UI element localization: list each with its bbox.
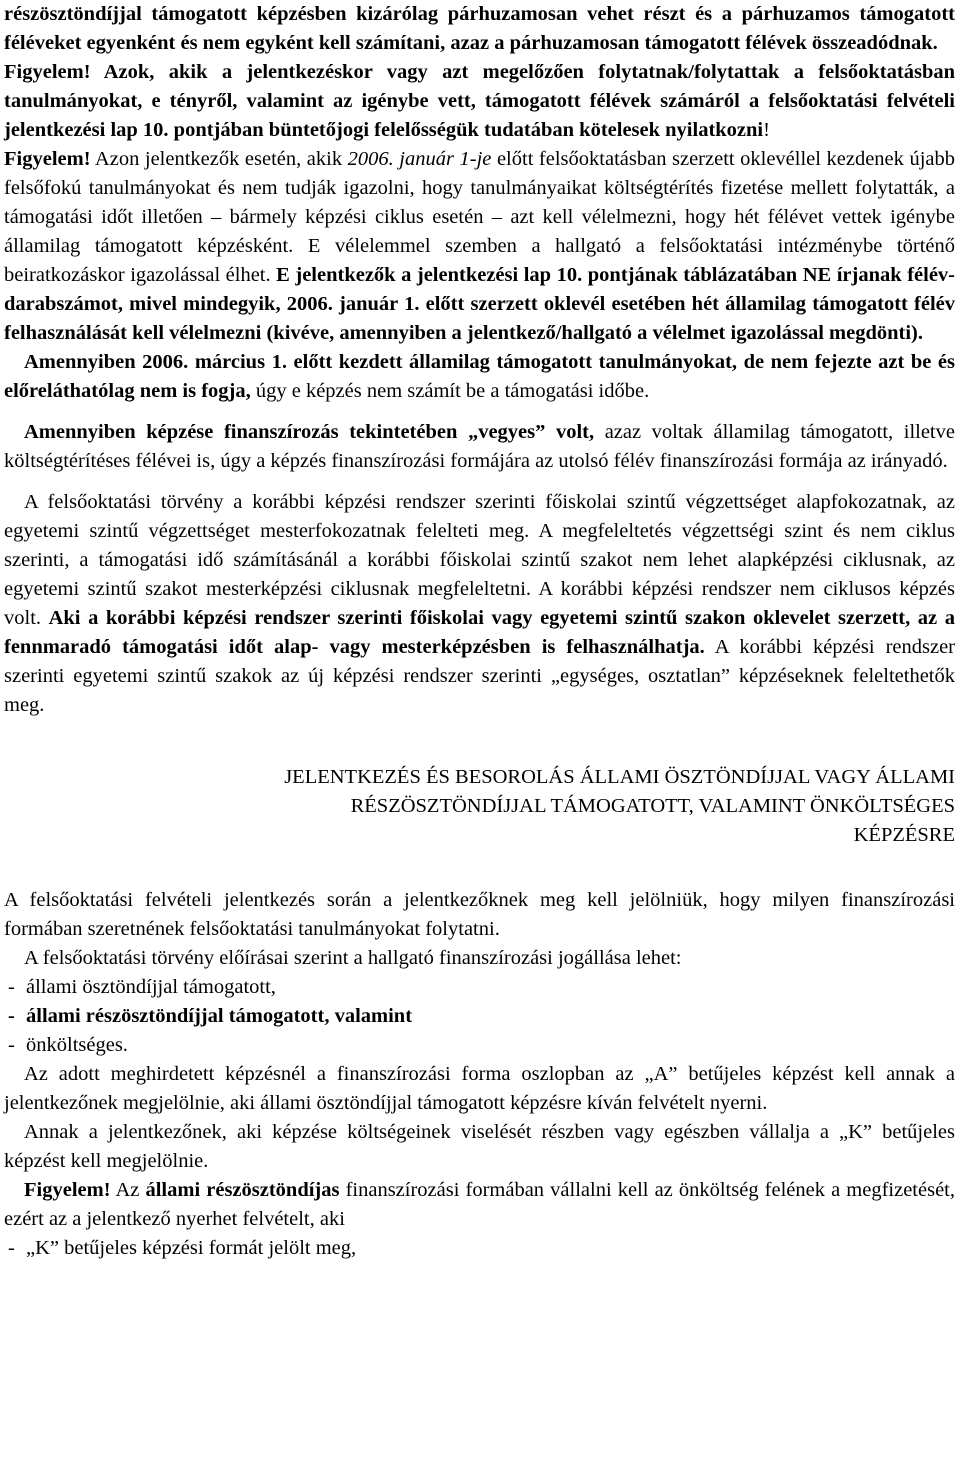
text-run: Amennyiben képzése finanszírozás tekintetében „vegyes” volt, <box>24 421 595 443</box>
text-run: állami részösztöndíjas <box>145 1179 340 1201</box>
list-item: - állami ösztöndíjjal támogatott, <box>4 973 955 1002</box>
paragraph-notice-prior-studies <box>4 58 955 145</box>
text-run: Figyelem! <box>4 61 91 83</box>
text-run: ! <box>763 119 770 141</box>
text-run: Az <box>110 1179 146 1201</box>
heading-line-1: JELENTKEZÉS ÉS BESOROLÁS ÁLLAMI ÖSZTÖNDÍJJAL VAGY ÁLLAMI <box>284 766 955 788</box>
list-item: - önköltséges. <box>4 1031 955 1060</box>
text-run: Aki a korábbi képzési rendszer szerinti főiskolai vagy egyetemi szintű szakon oklevelet szerzett, az a fennmaradó támogatási időt alap- vagy mesterképzésben is felhasználhatja. <box>4 607 955 658</box>
financing-status-list <box>4 973 955 1060</box>
list-item: - „K” betűjeles képzési formát jelölt meg, <box>4 1234 955 1263</box>
text-run: Figyelem! <box>4 148 91 170</box>
paragraph-partial-scholarship <box>4 1176 955 1234</box>
paragraph-k-form <box>4 1118 955 1176</box>
text-run: előtt felsőoktatásban szerzett oklevéllel kezdenek újabb felsőfokú tanulmányokat és nem tudják igazolni, hogy tanulmányaikat költségtérítés fizetése mellett folytatták, a támogatási időt illetően – bármely képzési ciklus esetén – azt kell vélelmezni, hogy hét félévet vettek igénybe államilag támogatott képzésként. E vélelemmel szemben a hallgató a felsőoktatási intézménybe történő beiratkozáskor igazolással élhet. <box>4 148 955 286</box>
paragraph-legal-status <box>4 944 955 973</box>
paragraph-partial-support <box>4 0 955 58</box>
condition-list <box>4 1234 955 1263</box>
text-run: E jelentkezők a jelentkezési lap 10. pontjának táblázatában NE írjanak félév-darabszámot, mivel mindegyik, 2006. január 1. előtt szerzett oklevél esetében hét államilag támogatott félév felhasználását kell vélelmezni (kivéve, amennyiben a jelentkező/hallgató a vélelmet igazolással megdönti). <box>4 264 955 344</box>
text-run: Az adott meghirdetett képzésnél a finanszírozási forma oszlopban az „A” betűjeles képzést kell annak a jelentkezőnek megjelölnie, aki állami ösztöndíjjal támogatott képzésre kíván felvételt nyerni. <box>4 1063 955 1114</box>
text-run: A korábbi képzési rendszer szerinti egyetemi szintű szakok az új képzési rendszer szerinti „egységes, osztatlan” képzéseknek feleltethetők meg. <box>4 636 955 716</box>
heading-line-3: KÉPZÉSRE <box>853 824 955 846</box>
paragraph-notice-2006 <box>4 145 955 348</box>
text-run: Figyelem! <box>24 1179 111 1201</box>
paragraph-a-form <box>4 1060 955 1118</box>
paragraph-degree-equivalence <box>4 488 955 720</box>
text-run: részösztöndíjjal támogatott képzésben kizárólag párhuzamosan vehet részt és a párhuzamos támogatott féléveket egyenként és nem egyként kell számítani, azaz a párhuzamosan támogatott félévek összeadódnak. <box>4 3 955 54</box>
text-run: A felsőoktatási törvény a korábbi képzési rendszer szerinti főiskolai szintű végzettséget alapfokozatnak, az egyetemi szintű végzettséget mesterfokozatnak felelteti meg. A megfeleltetés végzettségi szint és nem ciklus szerinti, a támogatási idő számításánál a korábbi főiskolai szintű szakot nem lehet alapképzési ciklusnak, az egyetemi szintű szakot mesterképzési ciklusnak megfeleltetni. A korábbi képzési rendszer nem ciklusos képzés volt. <box>4 491 955 629</box>
text-run: Annak a jelentkezőnek, aki képzése költségeinek viselését részben vagy egészben vállalja a „K” betűjeles képzést kell megjelölnie. <box>4 1121 955 1172</box>
text-run: azaz voltak államilag támogatott, illetve költségtérítéses félévei is, úgy a képzés finanszírozási formájára az utolsó félév finanszírozási formája az irányadó. <box>4 421 955 472</box>
text-run: A felsőoktatási felvételi jelentkezés során a jelentkezőknek meg kell jelölniük, hogy milyen finanszírozási formában szeretnének felsőoktatási tanulmányokat folytatni. <box>4 889 955 940</box>
paragraph-unfinished-studies <box>4 348 955 406</box>
text-run: A felsőoktatási törvény előírásai szerint a hallgató finanszírozási jogállása lehet: <box>24 947 682 969</box>
text-run: 2006. január 1-je <box>347 148 492 170</box>
heading-line-2: RÉSZÖSZTÖNDÍJJAL TÁMOGATOTT, VALAMINT ÖNKÖLTSÉGES <box>350 795 955 817</box>
text-run: Azok, akik a jelentkezéskor vagy azt megelőzően folytatnak/folytattak a felsőoktatásban tanulmányokat, e tényről, valamint az igénybe vett, támogatott félévek számáról a felsőoktatási felvételi jelentkezési lap 10. pontjában büntetőjogi felelősségük tudatában kötelesek nyilatkozni <box>4 61 955 141</box>
text-run: úgy e képzés nem számít be a támogatási időbe. <box>250 380 650 402</box>
paragraph-mixed-financing <box>4 418 955 476</box>
text-run: Azon jelentkezők esetén, akik <box>90 148 348 170</box>
text-run: Amennyiben 2006. március 1. előtt kezdett államilag támogatott tanulmányokat, de nem fejezte azt be és előreláthatólag nem is fogja, <box>4 351 955 402</box>
paragraph-application-financing <box>4 886 955 944</box>
text-run: finanszírozási formában vállalni kell az önköltség felének a megfizetését, ezért az a jelentkező nyerhet felvételt, aki <box>4 1179 955 1230</box>
list-item: - állami részösztöndíjjal támogatott, valamint <box>4 1002 955 1031</box>
section-heading <box>4 763 955 850</box>
